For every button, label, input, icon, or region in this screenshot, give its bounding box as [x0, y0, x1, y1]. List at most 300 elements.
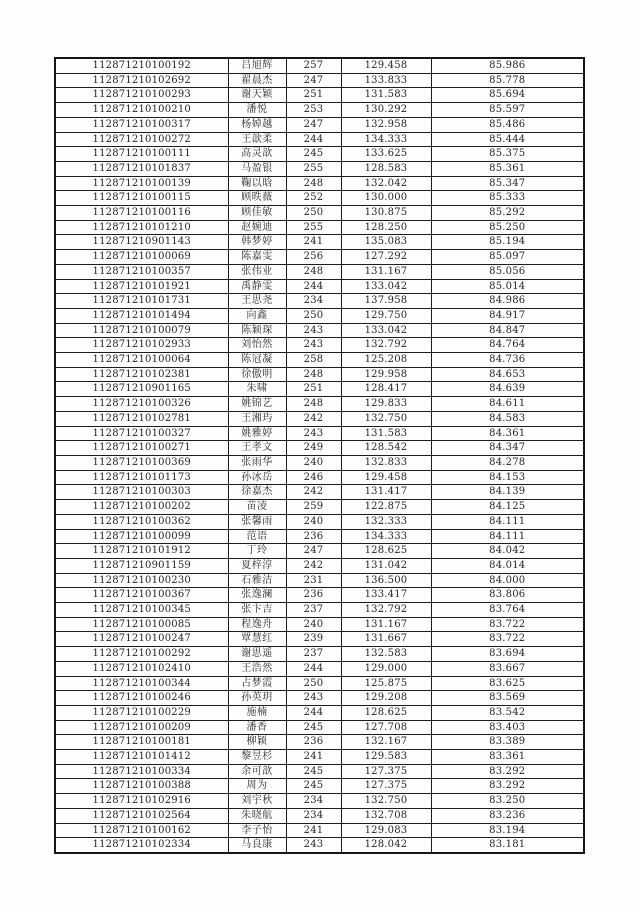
table-row: [55, 191, 584, 206]
table-row: [55, 808, 584, 823]
table-row: [55, 397, 584, 412]
cell-id: 112871210100369: [55, 455, 228, 470]
cell-name: 姚锦艺: [228, 397, 286, 412]
cell-score-b: 132.583: [341, 647, 431, 662]
cell-score-a: 243: [286, 426, 341, 441]
cell-id: 112871210102334: [55, 838, 228, 853]
table-row: [55, 206, 584, 221]
cell-score-b: 128.625: [341, 705, 431, 720]
cell-name: 王浩然: [228, 661, 286, 676]
cell-score-a: 231: [286, 573, 341, 588]
cell-name: 赵婉迪: [228, 220, 286, 235]
cell-name: 王孝文: [228, 441, 286, 456]
cell-score-a: 234: [286, 294, 341, 309]
cell-score-b: 132.833: [341, 455, 431, 470]
cell-total: 83.806: [431, 588, 584, 603]
cell-total: 84.000: [431, 573, 584, 588]
cell-total: 84.111: [431, 514, 584, 529]
cell-total: 83.625: [431, 676, 584, 691]
cell-total: 84.639: [431, 382, 584, 397]
cell-name: 谢天颖: [228, 88, 286, 103]
cell-score-b: 132.167: [341, 735, 431, 750]
cell-score-a: 240: [286, 455, 341, 470]
cell-total: 83.250: [431, 794, 584, 809]
cell-id: 112871210100192: [55, 58, 228, 73]
table-row: [55, 529, 584, 544]
cell-name: 孙英玥: [228, 691, 286, 706]
cell-score-a: 259: [286, 500, 341, 515]
table-row: [55, 794, 584, 809]
cell-score-b: 130.292: [341, 103, 431, 118]
cell-score-a: 244: [286, 705, 341, 720]
cell-name: 朱啸: [228, 382, 286, 397]
cell-name: 黎昱杉: [228, 750, 286, 765]
cell-score-a: 241: [286, 750, 341, 765]
score-table: [54, 57, 585, 854]
cell-total: 84.111: [431, 529, 584, 544]
table-row: [55, 103, 584, 118]
cell-score-b: 129.458: [341, 58, 431, 73]
cell-name: 陈颖琛: [228, 323, 286, 338]
cell-id: 112871210100085: [55, 617, 228, 632]
score-table-body: [55, 58, 584, 853]
cell-name: 占梦霞: [228, 676, 286, 691]
table-row: [55, 558, 584, 573]
cell-name: 张逸澜: [228, 588, 286, 603]
cell-score-a: 243: [286, 838, 341, 853]
cell-score-b: 128.042: [341, 838, 431, 853]
cell-name: 张雨华: [228, 455, 286, 470]
cell-score-b: 133.417: [341, 588, 431, 603]
cell-name: 张卞吉: [228, 603, 286, 618]
cell-total: 85.014: [431, 279, 584, 294]
table-row: [55, 382, 584, 397]
cell-score-a: 255: [286, 161, 341, 176]
cell-total: 83.764: [431, 603, 584, 618]
table-row: [55, 500, 584, 515]
cell-id: 112871210100139: [55, 176, 228, 191]
cell-score-b: 125.208: [341, 353, 431, 368]
cell-name: 潘悦: [228, 103, 286, 118]
cell-id: 112871210100246: [55, 691, 228, 706]
cell-score-a: 255: [286, 220, 341, 235]
cell-id: 112871210101921: [55, 279, 228, 294]
cell-score-a: 247: [286, 117, 341, 132]
cell-score-b: 132.792: [341, 338, 431, 353]
table-row: [55, 661, 584, 676]
cell-id: 112871210100247: [55, 632, 228, 647]
cell-id: 112871210100334: [55, 764, 228, 779]
cell-score-a: 247: [286, 73, 341, 88]
cell-total: 84.139: [431, 485, 584, 500]
cell-id: 112871210102381: [55, 367, 228, 382]
cell-id: 112871210100326: [55, 397, 228, 412]
cell-score-b: 133.042: [341, 323, 431, 338]
cell-score-b: 129.208: [341, 691, 431, 706]
cell-id: 112871210100064: [55, 353, 228, 368]
cell-score-b: 134.333: [341, 132, 431, 147]
cell-id: 112871210100229: [55, 705, 228, 720]
cell-score-b: 137.958: [341, 294, 431, 309]
cell-score-a: 240: [286, 617, 341, 632]
cell-score-b: 131.583: [341, 426, 431, 441]
cell-id: 112871210102781: [55, 411, 228, 426]
cell-name: 覃慧红: [228, 632, 286, 647]
cell-score-a: 250: [286, 308, 341, 323]
table-row: [55, 617, 584, 632]
cell-score-a: 248: [286, 397, 341, 412]
cell-total: 84.847: [431, 323, 584, 338]
cell-id: 112871210100317: [55, 117, 228, 132]
cell-id: 112871210102410: [55, 661, 228, 676]
cell-total: 83.722: [431, 617, 584, 632]
cell-id: 112871210101837: [55, 161, 228, 176]
cell-score-b: 134.333: [341, 529, 431, 544]
table-row: [55, 338, 584, 353]
cell-score-a: 243: [286, 323, 341, 338]
cell-id: 112871210100079: [55, 323, 228, 338]
cell-score-a: 243: [286, 691, 341, 706]
cell-name: 朱晓航: [228, 808, 286, 823]
table-row: [55, 647, 584, 662]
cell-id: 112871210100116: [55, 206, 228, 221]
table-row: [55, 573, 584, 588]
cell-id: 112871210100271: [55, 441, 228, 456]
cell-name: 张伟业: [228, 264, 286, 279]
cell-score-b: 129.750: [341, 308, 431, 323]
cell-id: 112871210100388: [55, 779, 228, 794]
cell-name: 刘怡然: [228, 338, 286, 353]
cell-score-b: 131.667: [341, 632, 431, 647]
cell-total: 85.444: [431, 132, 584, 147]
cell-score-a: 257: [286, 58, 341, 73]
cell-name: 王湘玙: [228, 411, 286, 426]
table-row: [55, 250, 584, 265]
cell-total: 83.236: [431, 808, 584, 823]
cell-name: 王歆柔: [228, 132, 286, 147]
cell-id: 112871210100303: [55, 485, 228, 500]
cell-score-b: 132.792: [341, 603, 431, 618]
cell-score-a: 250: [286, 206, 341, 221]
cell-id: 112871210100292: [55, 647, 228, 662]
cell-total: 83.292: [431, 764, 584, 779]
cell-name: 周为: [228, 779, 286, 794]
cell-score-a: 241: [286, 235, 341, 250]
cell-score-b: 132.333: [341, 514, 431, 529]
cell-total: 84.361: [431, 426, 584, 441]
cell-score-a: 248: [286, 176, 341, 191]
table-row: [55, 426, 584, 441]
table-row: [55, 441, 584, 456]
cell-id: 112871210901165: [55, 382, 228, 397]
cell-score-b: 127.375: [341, 779, 431, 794]
cell-id: 112871210102916: [55, 794, 228, 809]
table-row: [55, 470, 584, 485]
cell-score-b: 128.250: [341, 220, 431, 235]
cell-score-a: 245: [286, 764, 341, 779]
cell-total: 85.694: [431, 88, 584, 103]
cell-name: 潘香: [228, 720, 286, 735]
cell-name: 杨婥越: [228, 117, 286, 132]
cell-score-a: 242: [286, 411, 341, 426]
cell-id: 112871210100362: [55, 514, 228, 529]
cell-name: 吕旭辉: [228, 58, 286, 73]
cell-id: 112871210100202: [55, 500, 228, 515]
cell-name: 姚雅婷: [228, 426, 286, 441]
cell-score-b: 132.750: [341, 794, 431, 809]
cell-name: 张馨雨: [228, 514, 286, 529]
cell-id: 112871210100209: [55, 720, 228, 735]
cell-total: 84.653: [431, 367, 584, 382]
cell-total: 83.569: [431, 691, 584, 706]
cell-score-b: 132.042: [341, 176, 431, 191]
cell-total: 85.097: [431, 250, 584, 265]
table-row: [55, 750, 584, 765]
cell-total: 85.986: [431, 58, 584, 73]
table-row: [55, 235, 584, 250]
cell-name: 石雅洁: [228, 573, 286, 588]
cell-name: 柳颖: [228, 735, 286, 750]
cell-total: 83.722: [431, 632, 584, 647]
cell-name: 翟晨杰: [228, 73, 286, 88]
cell-id: 112871210102692: [55, 73, 228, 88]
cell-score-a: 247: [286, 544, 341, 559]
cell-name: 李子怡: [228, 823, 286, 838]
cell-score-a: 258: [286, 353, 341, 368]
cell-score-b: 129.083: [341, 823, 431, 838]
cell-total: 85.056: [431, 264, 584, 279]
cell-score-b: 127.708: [341, 720, 431, 735]
cell-total: 84.042: [431, 544, 584, 559]
table-row: [55, 161, 584, 176]
cell-id: 112871210100111: [55, 147, 228, 162]
cell-total: 84.986: [431, 294, 584, 309]
cell-name: 马良康: [228, 838, 286, 853]
cell-id: 112871210100162: [55, 823, 228, 838]
cell-name: 鞠以晗: [228, 176, 286, 191]
cell-total: 84.583: [431, 411, 584, 426]
table-row: [55, 632, 584, 647]
cell-id: 112871210102933: [55, 338, 228, 353]
table-row: [55, 705, 584, 720]
cell-total: 83.403: [431, 720, 584, 735]
cell-id: 112871210100327: [55, 426, 228, 441]
cell-name: 范语: [228, 529, 286, 544]
cell-score-a: 251: [286, 382, 341, 397]
table-row: [55, 485, 584, 500]
cell-score-a: 244: [286, 132, 341, 147]
cell-score-b: 130.875: [341, 206, 431, 221]
cell-id: 112871210102564: [55, 808, 228, 823]
cell-score-b: 129.958: [341, 367, 431, 382]
table-row: [55, 279, 584, 294]
table-row: [55, 264, 584, 279]
cell-name: 高灵歆: [228, 147, 286, 162]
cell-score-a: 236: [286, 735, 341, 750]
cell-score-a: 237: [286, 603, 341, 618]
cell-total: 85.361: [431, 161, 584, 176]
cell-score-b: 135.083: [341, 235, 431, 250]
cell-score-b: 131.167: [341, 617, 431, 632]
cell-name: 刘宇秋: [228, 794, 286, 809]
cell-score-b: 129.583: [341, 750, 431, 765]
cell-score-b: 136.500: [341, 573, 431, 588]
cell-id: 112871210101494: [55, 308, 228, 323]
table-row: [55, 720, 584, 735]
table-row: [55, 147, 584, 162]
cell-score-b: 125.875: [341, 676, 431, 691]
cell-total: 84.917: [431, 308, 584, 323]
cell-score-a: 252: [286, 191, 341, 206]
cell-total: 84.611: [431, 397, 584, 412]
table-row: [55, 676, 584, 691]
cell-total: 83.181: [431, 838, 584, 853]
cell-score-b: 127.292: [341, 250, 431, 265]
cell-score-a: 244: [286, 661, 341, 676]
cell-score-b: 127.375: [341, 764, 431, 779]
cell-total: 85.333: [431, 191, 584, 206]
cell-total: 85.778: [431, 73, 584, 88]
cell-score-a: 234: [286, 808, 341, 823]
table-row: [55, 58, 584, 73]
cell-total: 85.375: [431, 147, 584, 162]
cell-score-b: 129.833: [341, 397, 431, 412]
cell-score-b: 131.417: [341, 485, 431, 500]
cell-score-a: 236: [286, 529, 341, 544]
cell-name: 施楠: [228, 705, 286, 720]
cell-id: 112871210101912: [55, 544, 228, 559]
table-row: [55, 117, 584, 132]
cell-name: 向鑫: [228, 308, 286, 323]
cell-score-b: 132.958: [341, 117, 431, 132]
cell-total: 83.194: [431, 823, 584, 838]
cell-id: 112871210100115: [55, 191, 228, 206]
cell-total: 84.764: [431, 338, 584, 353]
cell-name: 顾佳敏: [228, 206, 286, 221]
cell-id: 112871210100181: [55, 735, 228, 750]
cell-score-a: 245: [286, 779, 341, 794]
cell-name: 徐嘉杰: [228, 485, 286, 500]
table-row: [55, 838, 584, 853]
cell-score-a: 242: [286, 558, 341, 573]
table-row: [55, 132, 584, 147]
cell-score-b: 128.417: [341, 382, 431, 397]
cell-score-a: 243: [286, 338, 341, 353]
cell-name: 王思尧: [228, 294, 286, 309]
cell-name: 陈冠凝: [228, 353, 286, 368]
cell-total: 83.542: [431, 705, 584, 720]
cell-score-a: 256: [286, 250, 341, 265]
table-row: [55, 779, 584, 794]
cell-total: 85.194: [431, 235, 584, 250]
cell-score-b: 129.000: [341, 661, 431, 676]
cell-name: 徐傲明: [228, 367, 286, 382]
cell-total: 84.278: [431, 455, 584, 470]
table-row: [55, 176, 584, 191]
table-row: [55, 455, 584, 470]
cell-name: 程逸舟: [228, 617, 286, 632]
cell-id: 112871210100344: [55, 676, 228, 691]
cell-name: 韩梦婷: [228, 235, 286, 250]
cell-name: 夏梓淳: [228, 558, 286, 573]
cell-score-a: 250: [286, 676, 341, 691]
cell-id: 112871210100210: [55, 103, 228, 118]
cell-total: 84.347: [431, 441, 584, 456]
cell-name: 谢思遥: [228, 647, 286, 662]
cell-total: 84.153: [431, 470, 584, 485]
cell-name: 孙冰岳: [228, 470, 286, 485]
cell-name: 马盈银: [228, 161, 286, 176]
table-row: [55, 367, 584, 382]
cell-score-a: 236: [286, 588, 341, 603]
cell-id: 112871210100099: [55, 529, 228, 544]
table-row: [55, 544, 584, 559]
cell-id: 112871210100293: [55, 88, 228, 103]
cell-score-a: 241: [286, 823, 341, 838]
cell-score-b: 129.458: [341, 470, 431, 485]
cell-score-a: 249: [286, 441, 341, 456]
cell-score-b: 133.042: [341, 279, 431, 294]
cell-score-b: 131.583: [341, 88, 431, 103]
cell-total: 85.597: [431, 103, 584, 118]
table-row: [55, 514, 584, 529]
cell-score-b: 128.583: [341, 161, 431, 176]
table-row: [55, 353, 584, 368]
table-row: [55, 411, 584, 426]
table-row: [55, 588, 584, 603]
cell-score-a: 248: [286, 367, 341, 382]
cell-id: 112871210101412: [55, 750, 228, 765]
cell-name: 丁玲: [228, 544, 286, 559]
table-row: [55, 88, 584, 103]
table-row: [55, 323, 584, 338]
cell-score-a: 239: [286, 632, 341, 647]
cell-score-b: 133.833: [341, 73, 431, 88]
cell-score-a: 244: [286, 279, 341, 294]
cell-total: 84.125: [431, 500, 584, 515]
cell-score-a: 246: [286, 470, 341, 485]
cell-name: 苗凌: [228, 500, 286, 515]
cell-score-a: 242: [286, 485, 341, 500]
cell-total: 83.292: [431, 779, 584, 794]
cell-id: 112871210101210: [55, 220, 228, 235]
cell-id: 112871210101173: [55, 470, 228, 485]
cell-name: 禹静雯: [228, 279, 286, 294]
table-row: [55, 308, 584, 323]
table-row: [55, 823, 584, 838]
cell-id: 112871210100272: [55, 132, 228, 147]
cell-score-a: 237: [286, 647, 341, 662]
cell-score-a: 245: [286, 720, 341, 735]
cell-total: 83.694: [431, 647, 584, 662]
cell-total: 83.361: [431, 750, 584, 765]
cell-id: 112871210100367: [55, 588, 228, 603]
cell-id: 112871210100069: [55, 250, 228, 265]
cell-score-a: 234: [286, 794, 341, 809]
cell-score-b: 131.167: [341, 264, 431, 279]
cell-id: 112871210100230: [55, 573, 228, 588]
table-row: [55, 735, 584, 750]
cell-score-a: 253: [286, 103, 341, 118]
cell-score-a: 251: [286, 88, 341, 103]
cell-score-a: 240: [286, 514, 341, 529]
cell-id: 112871210100357: [55, 264, 228, 279]
cell-score-a: 248: [286, 264, 341, 279]
cell-score-b: 132.750: [341, 411, 431, 426]
cell-total: 84.014: [431, 558, 584, 573]
cell-total: 85.292: [431, 206, 584, 221]
cell-total: 85.486: [431, 117, 584, 132]
